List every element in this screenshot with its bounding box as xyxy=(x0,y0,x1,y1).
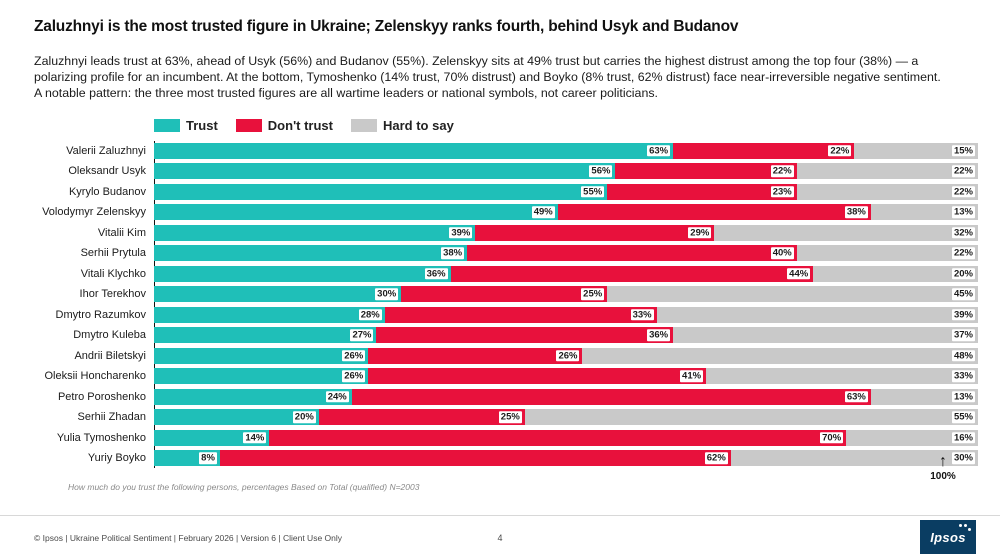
chart-row xyxy=(34,284,978,304)
chart-row-bars xyxy=(154,266,978,282)
chart-row-bars xyxy=(154,409,978,425)
chart-row xyxy=(34,346,978,366)
bar-value-label-distrust: 40% xyxy=(772,247,792,259)
chart-row xyxy=(34,182,978,202)
chart-row xyxy=(34,264,978,284)
legend-label-trust: Trust xyxy=(186,117,218,133)
bar-value-label-trust: 20% xyxy=(294,411,314,423)
chart-row-label: Yulia Tymoshenko xyxy=(56,431,146,444)
bar-segment-distrust xyxy=(368,348,582,364)
bar-value-label-hard_to_say: 48% xyxy=(953,349,973,361)
bar-segment-trust xyxy=(154,327,376,343)
chart-row xyxy=(34,202,978,222)
bar-segment-hard_to_say xyxy=(714,225,978,241)
bar-value-label-hard_to_say: 37% xyxy=(953,329,973,341)
bar-segment-trust xyxy=(154,409,319,425)
chart-row-label: Dmytro Razumkov xyxy=(55,308,146,321)
subtitle-paragraph-1: Zaluzhnyi leads trust at 63%, ahead of Usyk (56%) and Budanov (55%). Zelenskyy sits at 49% trust but carries the highest distrust among the top four (38%) — a polarizing profile for an incumbent. At the bottom, Tymoshenko (14% trust, 70% distrust) and Boyko (8% trust, 62% distrust) face near-irreversible negative sentiment. xyxy=(34,53,941,84)
chart-row-label: Andrii Biletskyi xyxy=(74,349,146,362)
bar-segment-distrust xyxy=(269,430,846,446)
chart-legend xyxy=(154,118,978,133)
bar-value-label-trust: 55% xyxy=(583,185,603,197)
bar-segment-hard_to_say xyxy=(797,184,978,200)
bar-segment-hard_to_say xyxy=(797,163,978,179)
bar-value-label-trust: 49% xyxy=(533,206,553,218)
bar-segment-hard_to_say xyxy=(607,286,978,302)
chart-row-label: Kyrylo Budanov xyxy=(68,185,146,198)
chart-row-bars xyxy=(154,143,978,159)
chart-row-label: Volodymyr Zelenskyy xyxy=(42,206,146,219)
chart-row-label: Serhii Zhadan xyxy=(77,411,146,424)
chart-row-bars xyxy=(154,450,978,470)
bar-segment-distrust xyxy=(376,327,673,343)
bar-value-label-trust: 36% xyxy=(426,267,446,279)
bar-value-label-trust: 26% xyxy=(344,349,364,361)
bar-value-label-distrust: 25% xyxy=(500,411,520,423)
chart-row xyxy=(34,325,978,345)
bar-segment-distrust xyxy=(673,143,854,159)
bar-segment-hard_to_say xyxy=(706,368,978,384)
bar-segment-distrust xyxy=(352,389,871,405)
bar-segment-hard_to_say xyxy=(871,204,978,220)
bar-value-label-distrust: 63% xyxy=(846,390,866,402)
bar-segment-trust xyxy=(154,307,385,323)
bar-value-label-hard_to_say: 22% xyxy=(953,185,973,197)
bar-value-label-hard_to_say: 22% xyxy=(953,165,973,177)
chart-row-bars xyxy=(154,245,978,261)
bar-segment-hard_to_say xyxy=(525,409,978,425)
legend-label-distrust: Don't trust xyxy=(267,117,333,133)
chart-row-label: Oleksii Honcharenko xyxy=(44,370,146,383)
bar-segment-distrust xyxy=(368,368,706,384)
bar-value-label-distrust: 26% xyxy=(558,349,578,361)
bar-segment-trust xyxy=(154,245,467,261)
bar-segment-hard_to_say xyxy=(871,389,978,405)
bar-value-label-hard_to_say: 55% xyxy=(953,411,973,423)
chart-row xyxy=(34,407,978,427)
footer-copyright: © Ipsos | Ukraine Political Sentiment | February 2026 | Version 6 | Client Use Only xyxy=(34,533,343,543)
legend-item-distrust xyxy=(236,118,333,133)
bar-segment-hard_to_say xyxy=(846,430,978,446)
bar-segment-hard_to_say xyxy=(582,348,978,364)
bar-value-label-trust: 27% xyxy=(352,329,372,341)
legend-item-hard-to-say xyxy=(351,118,454,133)
bar-value-label-distrust: 38% xyxy=(846,206,866,218)
bar-segment-distrust xyxy=(558,204,871,220)
bar-segment-distrust xyxy=(220,450,731,466)
axis-end-label: 100% xyxy=(930,471,956,482)
bar-value-label-distrust: 33% xyxy=(632,308,652,320)
bar-segment-trust xyxy=(154,389,352,405)
bar-value-label-hard_to_say: 20% xyxy=(953,267,973,279)
chart-row xyxy=(34,223,978,243)
bar-value-label-trust: 56% xyxy=(591,165,611,177)
bar-value-label-distrust: 29% xyxy=(690,226,710,238)
bar-value-label-hard_to_say: 33% xyxy=(953,370,973,382)
bar-segment-trust xyxy=(154,348,368,364)
legend-item-trust xyxy=(154,118,218,133)
subtitle-block xyxy=(34,53,964,102)
chart-row-bars xyxy=(154,204,978,220)
ipsos-logo xyxy=(920,520,976,554)
legend-swatch-trust xyxy=(154,119,180,132)
bar-value-label-distrust: 23% xyxy=(772,185,792,197)
chart-row-bars xyxy=(154,286,978,302)
subtitle-paragraph-2: A notable pattern: the three most trusted figures are all wartime leaders or national symbols, not career politicians. xyxy=(34,86,658,101)
bar-value-label-distrust: 62% xyxy=(706,452,726,464)
chart-footnote: How much do you trust the following persons, percentages Based on Total (qualified) N=2003 xyxy=(68,482,420,493)
legend-swatch-hard-to-say xyxy=(351,119,377,132)
legend-swatch-distrust xyxy=(236,119,262,132)
bar-value-label-distrust: 36% xyxy=(649,329,669,341)
footer-page-number: 4 xyxy=(497,533,503,543)
bar-segment-distrust xyxy=(467,245,797,261)
slide-footer xyxy=(0,515,1000,560)
bar-segment-trust xyxy=(154,184,607,200)
chart-row-bars xyxy=(154,184,978,200)
chart-row xyxy=(34,448,978,468)
bar-segment-hard_to_say xyxy=(673,327,978,343)
bar-value-label-trust: 30% xyxy=(377,288,397,300)
page-title: Zaluzhnyi is the most trusted figure in Ukraine; Zelenskyy ranks fourth, behind Usyk and Budanov xyxy=(34,18,739,35)
bar-segment-trust xyxy=(154,286,401,302)
bar-value-label-hard_to_say: 45% xyxy=(953,288,973,300)
bar-value-label-hard_to_say: 16% xyxy=(953,431,973,443)
chart-row-label: Oleksandr Usyk xyxy=(68,165,146,178)
bar-segment-distrust xyxy=(475,225,714,241)
bar-value-label-distrust: 22% xyxy=(830,144,850,156)
bar-value-label-trust: 14% xyxy=(245,431,265,443)
bar-value-label-trust: 8% xyxy=(201,452,215,464)
chart-row-label: Serhii Prytula xyxy=(80,247,146,260)
bar-segment-trust xyxy=(154,430,269,446)
bar-value-label-distrust: 25% xyxy=(583,288,603,300)
bar-segment-trust xyxy=(154,225,475,241)
bar-value-label-hard_to_say: 13% xyxy=(953,390,973,402)
bar-segment-trust xyxy=(154,143,673,159)
chart-row-bars xyxy=(154,225,978,241)
bar-segment-trust xyxy=(154,163,615,179)
bar-segment-distrust xyxy=(615,163,796,179)
bar-value-label-trust: 63% xyxy=(649,144,669,156)
up-arrow-icon: ↑ xyxy=(939,453,947,470)
chart-row-bars xyxy=(154,327,978,343)
chart-row-bars xyxy=(154,348,978,364)
bar-segment-hard_to_say xyxy=(797,245,978,261)
bar-value-label-hard_to_say: 13% xyxy=(953,206,973,218)
bar-value-label-trust: 38% xyxy=(443,247,463,259)
chart-row-bars xyxy=(154,307,978,323)
bar-value-label-hard_to_say: 22% xyxy=(953,247,973,259)
bar-value-label-hard_to_say: 30% xyxy=(953,452,973,464)
legend-label-hard-to-say: Hard to say xyxy=(383,117,454,133)
chart-row xyxy=(34,428,978,448)
bar-segment-trust xyxy=(154,368,368,384)
ipsos-logo-dots-icon xyxy=(959,524,971,532)
chart-row-bars xyxy=(154,163,978,179)
chart-row xyxy=(34,387,978,407)
chart-row-label: Petro Poroshenko xyxy=(57,390,146,403)
bar-segment-trust xyxy=(154,204,558,220)
ipsos-logo-text: Ipsos xyxy=(930,529,966,545)
bar-value-label-hard_to_say: 15% xyxy=(953,144,973,156)
bar-segment-distrust xyxy=(401,286,607,302)
chart-row-label: Yuriy Boyko xyxy=(87,452,146,465)
bar-value-label-trust: 28% xyxy=(360,308,380,320)
bar-value-label-trust: 26% xyxy=(344,370,364,382)
chart-row xyxy=(34,305,978,325)
stacked-bar-chart xyxy=(34,141,978,469)
chart-row xyxy=(34,141,978,161)
bar-value-label-trust: 24% xyxy=(327,390,347,402)
bar-value-label-distrust: 44% xyxy=(789,267,809,279)
bar-segment-distrust xyxy=(319,409,525,425)
bar-segment-hard_to_say xyxy=(854,143,978,159)
chart-row-bars xyxy=(154,430,978,446)
bar-segment-trust xyxy=(154,266,451,282)
bar-value-label-distrust: 70% xyxy=(822,431,842,443)
chart-row-bars xyxy=(154,368,978,384)
bar-segment-hard_to_say xyxy=(657,307,978,323)
chart-row-label: Dmytro Kuleba xyxy=(73,329,146,342)
bar-segment-hard_to_say xyxy=(813,266,978,282)
bar-value-label-distrust: 41% xyxy=(682,370,702,382)
bar-value-label-trust: 39% xyxy=(451,226,471,238)
chart-row-label: Valerii Zaluzhnyi xyxy=(66,144,146,157)
bar-segment-distrust xyxy=(385,307,657,323)
chart-row-label: Vitalii Kim xyxy=(97,226,146,239)
bar-segment-distrust xyxy=(607,184,797,200)
chart-row xyxy=(34,366,978,386)
chart-row-label: Vitali Klychko xyxy=(80,267,146,280)
chart-row-label: Ihor Terekhov xyxy=(79,288,146,301)
bar-value-label-hard_to_say: 39% xyxy=(953,308,973,320)
bar-segment-trust xyxy=(154,450,220,466)
chart-row-bars xyxy=(154,389,978,405)
chart-row xyxy=(34,243,978,263)
chart-row xyxy=(34,161,978,181)
bar-segment-distrust xyxy=(451,266,814,282)
bar-value-label-hard_to_say: 32% xyxy=(953,226,973,238)
bar-value-label-distrust: 22% xyxy=(772,165,792,177)
